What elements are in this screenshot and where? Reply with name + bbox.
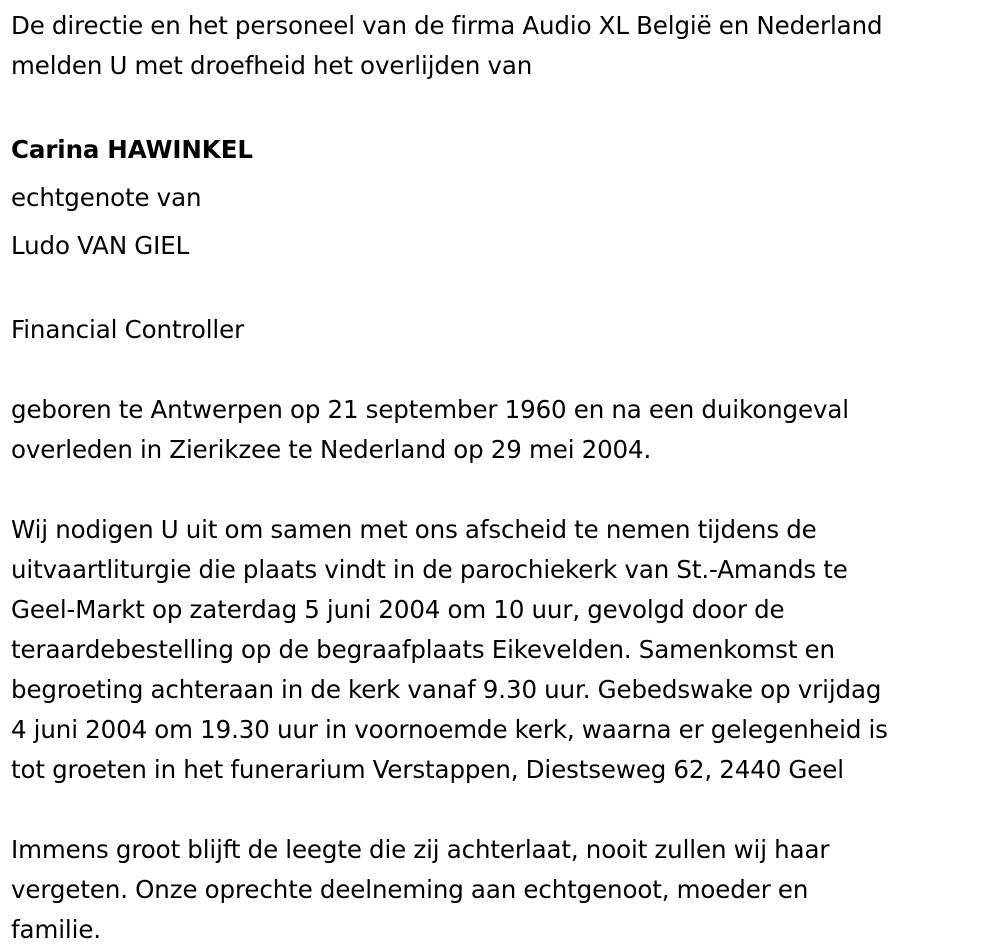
intro-paragraph: [11, 6, 996, 86]
ceremony-line: Wij nodigen U uit om samen met ons afscheid te nemen tijdens de: [11, 515, 817, 544]
role-text: Financial Controller: [11, 315, 245, 344]
deceased-name: Carina HAWINKEL: [11, 135, 253, 164]
ceremony-line: teraardebestelling op de begraafplaats Eikevelden. Samenkomst en: [11, 635, 835, 664]
closing-line: familie.: [11, 915, 101, 944]
ceremony-line: Geel-Markt op zaterdag 5 juni 2004 om 10 uur, gevolgd door de: [11, 595, 785, 624]
birth-death-line: overleden in Zierikzee te Nederland op 29 mei 2004.: [11, 435, 652, 464]
ceremony-line: tot groeten in het funerarium Verstappen, Diestseweg 62, 2440 Geel: [11, 755, 844, 784]
ceremony-line: 4 juni 2004 om 19.30 uur in voornoemde kerk, waarna er gelegenheid is: [11, 715, 888, 744]
spouse-name: Ludo VAN GIEL: [11, 231, 190, 260]
obituary-notice: [11, 0, 996, 950]
closing-paragraph: [11, 830, 996, 950]
ceremony-line: uitvaartliturgie die plaats vindt in de parochiekerk van St.-Amands te: [11, 555, 848, 584]
closing-line: Immens groot blijft de leegte die zij achterlaat, nooit zullen wij haar: [11, 835, 830, 864]
closing-line: vergeten. Onze oprechte deelneming aan echtgenoot, moeder en: [11, 875, 809, 904]
deceased-block: [11, 126, 996, 270]
role-paragraph: [11, 310, 996, 350]
relation-text: echtgenote van: [11, 183, 202, 212]
birth-death-line: geboren te Antwerpen op 21 september 1960 en na een duikongeval: [11, 395, 849, 424]
birth-death-paragraph: [11, 390, 996, 470]
ceremony-paragraph: [11, 510, 996, 790]
intro-line: De directie en het personeel van de firma Audio XL België en Nederland: [11, 11, 883, 40]
intro-line: melden U met droefheid het overlijden van: [11, 51, 533, 80]
ceremony-line: begroeting achteraan in de kerk vanaf 9.30 uur. Gebedswake op vrijdag: [11, 675, 882, 704]
